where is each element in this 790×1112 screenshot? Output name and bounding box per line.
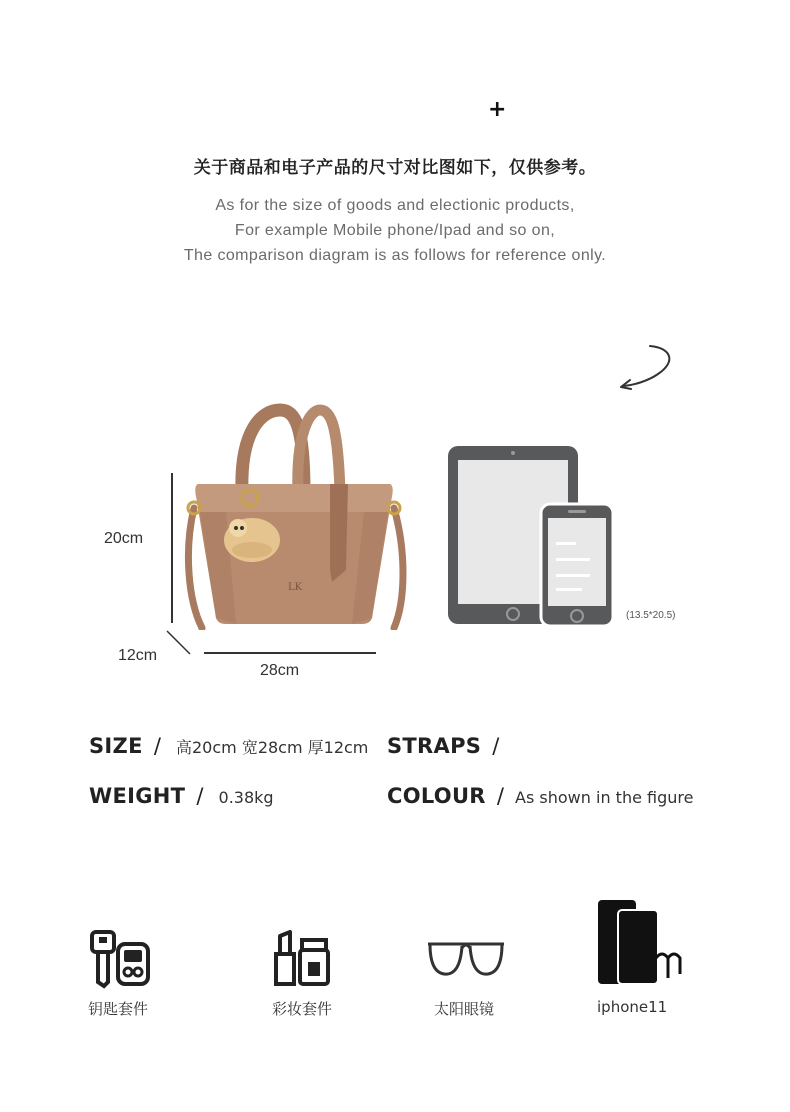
bag-logo: LK xyxy=(287,582,303,593)
spec-straps xyxy=(387,734,505,758)
spec-separator: / xyxy=(496,784,504,808)
capacity-label: iphone11 xyxy=(597,998,668,1016)
depth-dimension-line xyxy=(164,628,194,658)
curved-arrow-icon xyxy=(612,340,676,392)
width-dimension-line xyxy=(204,652,376,654)
spec-colour-key: COLOUR xyxy=(387,784,486,808)
width-label: 28cm xyxy=(260,662,300,679)
spec-weight xyxy=(89,784,274,808)
spec-colour xyxy=(387,784,693,808)
subtitle-block xyxy=(0,193,790,268)
capacity-label: 太阳眼镜 xyxy=(434,1000,495,1018)
subtitle-line: As for the size of goods and electionic products, xyxy=(215,197,575,214)
spec-colour-value: As shown in the figure xyxy=(515,788,694,807)
capacity-label: 钥匙套件 xyxy=(88,1000,149,1018)
subtitle-line: For example Mobile phone/Ipad and so on, xyxy=(234,222,556,239)
spec-size xyxy=(89,734,368,758)
keys-icon xyxy=(88,928,154,990)
phone-icon xyxy=(538,502,616,628)
spec-size-key: SIZE xyxy=(89,734,143,758)
spec-straps-key: STRAPS xyxy=(387,734,482,758)
height-label: 20cm xyxy=(104,530,144,547)
spec-size-value: 高20cm 宽28cm 厚12cm xyxy=(175,738,369,757)
phone-size-label: (13.5*20.5) xyxy=(626,610,676,621)
spec-weight-key: WEIGHT xyxy=(89,784,186,808)
depth-label: 12cm xyxy=(118,647,158,664)
handbag-image xyxy=(180,400,430,630)
height-dimension-line xyxy=(171,473,173,623)
sunglasses-icon xyxy=(424,938,508,980)
page-title: 关于商品和电子产品的尺寸对比图如下，仅供参考。 xyxy=(193,158,597,178)
lipstick-cosmetics-icon xyxy=(272,928,332,988)
capacity-label: 彩妆套件 xyxy=(272,1000,333,1018)
phone-earbuds-icon xyxy=(596,898,682,988)
plus-icon: + xyxy=(488,97,507,122)
spec-weight-value: 0.38kg xyxy=(218,788,274,807)
spec-separator: / xyxy=(196,784,204,808)
spec-separator: / xyxy=(492,734,500,758)
subtitle-line: The comparison diagram is as follows for reference only. xyxy=(183,247,607,264)
spec-separator: / xyxy=(153,734,161,758)
